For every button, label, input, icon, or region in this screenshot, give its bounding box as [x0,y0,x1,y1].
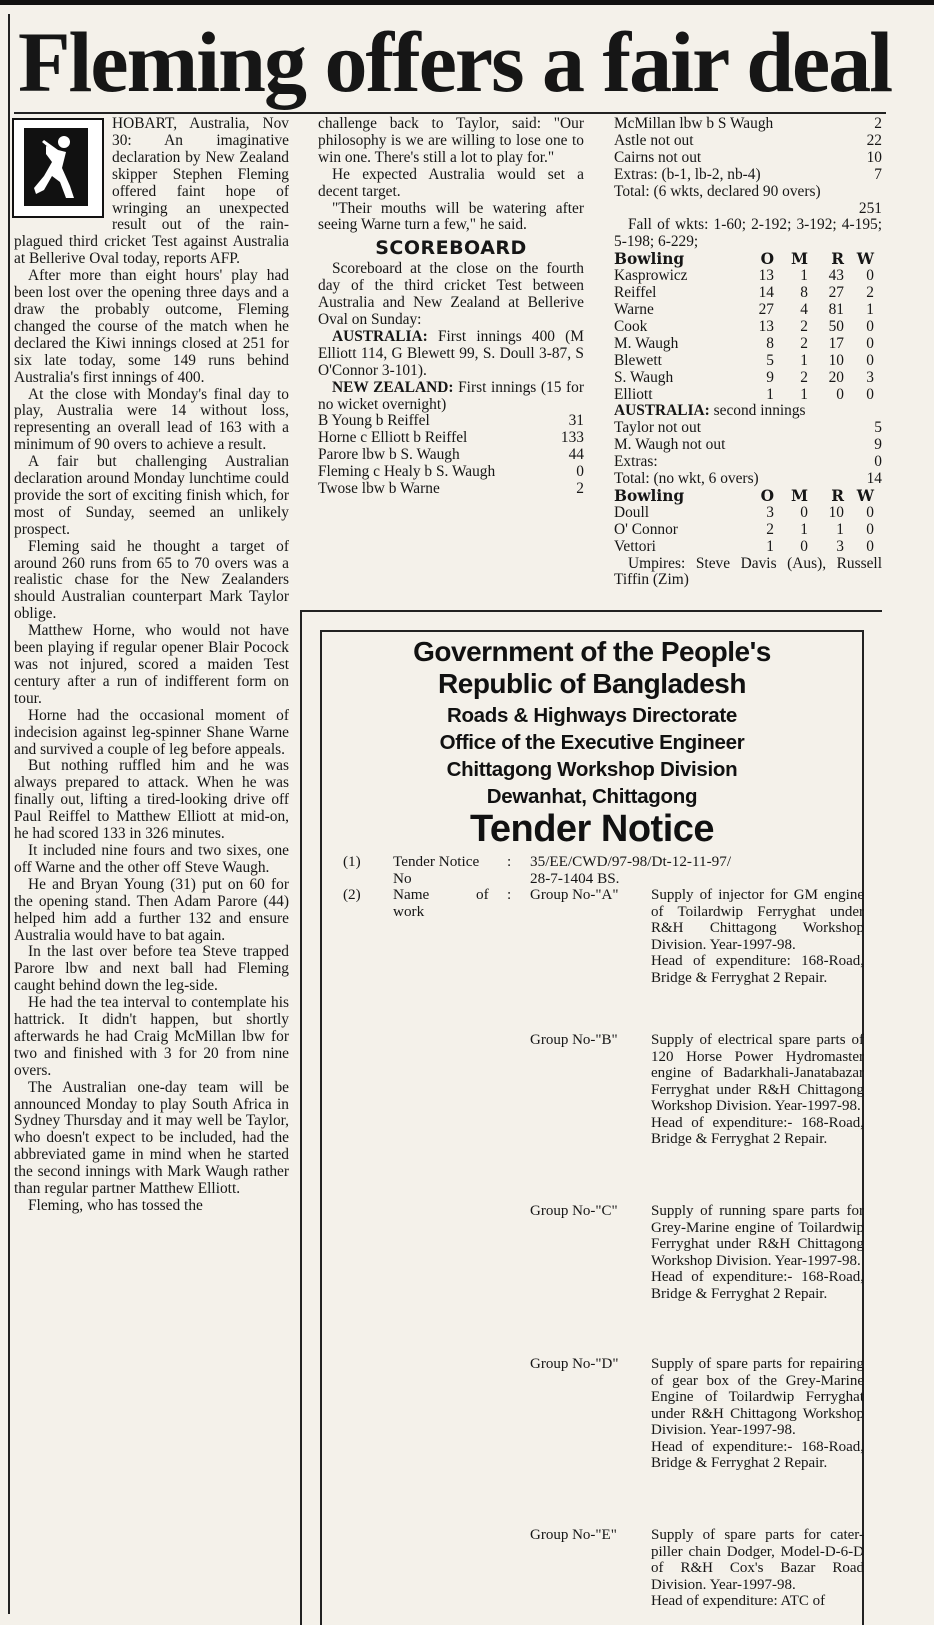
scoreboard-column-3 [614,116,882,589]
bowling-row: Warne 27 4 81 1 [614,300,874,318]
batting-row: Fleming c Healy b S. Waugh 0 [318,463,584,481]
ad-tender-title: Tender Notice [469,808,715,850]
ad-government-title [320,636,864,700]
article-paragraph: Horne had the occasional moment of indecision against leg-spinner Shane Warne and survived a couple of leg before appeals. [14,706,289,758]
batting-row: M. Waugh not out 9 [614,436,882,454]
batting-row: McMillan lbw b S Waugh 2 [614,115,882,132]
item-colon: : [507,886,512,903]
article-paragraph: The Australian one-day team will be announced Monday to play South Africa in Sydney Thursday and it may well be Taylor, who doesn't expect to be included, had the abbreviated game in mind when he started the second innings with Mark Waugh rather than regular partner Matthew Elliott. [14,1078,289,1198]
bowling-row: Kasprowicz 13 1 43 0 [614,267,874,285]
bowling-row: Reiffel 14 8 27 2 [614,284,874,302]
item-label: Tender Notice No [393,853,480,887]
bowling-row: Cook 13 2 50 0 [614,317,874,335]
group-label-c: Group No-"C" [530,1203,618,1219]
article-column-2 [318,116,584,498]
umpires: Umpires: Steve Davis (Aus), Russell Tiffin (Zim) [614,554,882,589]
group-label-e: Group No-"E" [530,1527,617,1543]
item-label: work [393,903,425,920]
bowling-row: O' Connor 2 1 1 0 [614,520,874,538]
bowling-row: M. Waugh 8 2 17 0 [614,334,874,352]
cricket-logo-icon [12,118,104,218]
bowling-row: Elliott 1 1 0 0 [614,385,874,403]
group-desc-c: Supply of running spare parts for Grey-Marine engine of Toilardwip Ferryghat under R&H Chittagong Workshop Division. Year-1997-98. Head of expenditure:- 168-Road, Bridge & Ferryghat 2 Repair. [651,1203,864,1302]
ad-line: Republic of Bangladesh [438,668,746,699]
group-label-b: Group No-"B" [530,1032,618,1048]
article-intro: HOBART, Australia, Nov 30: An imaginative declaration by New Zealand skipper Stephen Fleming offered faint hope of wringing an unexpected result out of the rain-plagued third cricket Test against Australia at Bellerive Oval today, reports AFP. [14,115,289,268]
bowling-table-nz-innings [614,251,882,403]
team-label: AUSTRALIA: [332,327,428,345]
aus-first-innings [318,329,584,380]
nz-first-innings [318,380,584,414]
article-paragraph: At the close with Monday's final day to play, Australia were 14 without loss, representing an overall lead of 163 with a minimum of 90 overs to achieve a result. [14,385,289,454]
item-number: (1) [343,853,361,870]
batting-row: Extras: 0 [614,453,882,471]
article-paragraph: "Their mouths will be watering after seeing Warne turn a few," he said. [318,199,584,234]
team-label: AUSTRALIA: [614,402,710,420]
batting-row: Cairns not out 10 [614,148,882,166]
article-paragraph: But nothing ruffled him and he was always prepared to attack. When he was finally out, lifting a tired-looking drive off Paul Reiffel to Matthew Elliott at mid-on, he had scored 133 in 326 minutes. [14,757,289,843]
headline-rule [14,112,886,114]
bowling-row: Vettori 1 0 3 0 [614,537,874,555]
batting-row: Extras: (b-1, lb-2, nb-4) 7 [614,165,882,183]
item-label: Name [393,886,430,903]
innings-total [614,184,882,218]
article-paragraph: After more than eight hours' play had been lost over the opening three days and a draw the probably outcome, Fleming changed the course of the match when he declared the Kiwi innings closed at 251 for six late today, some 149 runs behind Australia's first innings of 400. [14,267,289,386]
ad-line: Government of the People's [413,636,771,667]
article-paragraph: Fleming said he thought a target of around 260 runs from 65 to 70 overs was a realistic chase for the New Zealanders should Australian counterpart Mark Taylor oblige. [14,537,289,623]
batting-row: Parore lbw b S. Waugh 44 [318,446,584,464]
batting-row: B Young b Reiffel 31 [318,412,584,430]
group-desc-a: Supply of injector for GM engine of Toilardwip Ferryghat under R&H Chittagong Workshop Division. Year-1997-98. Head of expenditure: 168-Road, Bridge & Ferryghat 2 Repair. [651,887,864,986]
innings-summary: First innings (15 for no wicket overnight) [318,378,584,413]
top-rule [0,0,934,5]
batting-row: Twose lbw b Warne 2 [318,480,584,498]
article-paragraph: Fleming, who has tossed the [28,1197,203,1214]
article-paragraph: In the last over before tea Steve trapped Parore lbw and next ball had Fleming caught behind down the leg-side. [14,943,289,995]
bowling-header-row: Bowling O M R W [614,250,874,269]
article-column-1 [14,116,289,1215]
bowling-row: Doull 3 0 10 0 [614,503,874,521]
ad-line: Chittagong Workshop Division [446,758,738,781]
article-paragraph: A fair but challenging Australian declaration around Monday lunchtime could provide the sort of exciting finish which, for most of Sunday, seemed an unlikely prospect. [14,453,289,538]
tender-number: 35/EE/CWD/97-98/Dt-12-11-97/ 28-7-1404 BS. [530,853,732,887]
article-paragraph: challenge back to Taylor, said: "Our philosophy is we are willing to lose one to win one. There's still a lot to play for." [318,115,584,166]
group-desc-e: Supply of spare parts for cater-piller chain Dodger, Model-D-6-D of R&H Cox's Bazar Road Division. Year-1997-98. Head of expenditure: ATC of [651,1527,864,1609]
total-runs: 251 [858,199,882,217]
innings-summary: First innings 400 (M Elliott 114, G Blewett 99, S. Doull 3-87, S O'Connor 3-101). [318,327,584,379]
scoreboard-heading: SCOREBOARD [375,237,527,260]
group-desc-b: Supply of electrical spare parts of 120 Horse Power Hydromaster engine of Badarkhali-Janatabazar Ferryghat under R&H Chittagong Workshop Division. Year-1997-98. Head of expenditure:- 168-Road, Bridge & Ferryghat 2 Repair. [651,1032,864,1147]
article-paragraph: It included nine fours and two sixes, one off Warne and the other off Steve Waugh. [14,841,289,876]
batting-row: Total: (no wkt, 6 overs) 14 [614,470,882,488]
ad-line: Dewanhat, Chittagong [486,785,698,808]
group-label-d: Group No-"D" [530,1356,619,1372]
group-desc-d: Supply of spare parts for repairing of gear box of the Grey-Marine Engine of Toilardwip Ferryghat under R&H Chittagong Workshop Division. Year-1997-98. Head of expenditure:- 168-Road, Bridge & Ferryghat 2 Repair. [651,1356,864,1471]
batting-row: Astle not out 22 [614,131,882,149]
aus-second-innings [614,403,882,420]
fall-of-wickets: Fall of wkts: 1-60; 2-192; 3-192; 4-195; 5-198; 6-229; [614,216,882,251]
group-label-a: Group No-"A" [530,887,619,903]
ad-line: Roads & Highways Directorate [446,704,738,727]
ad-office-lines [320,702,864,810]
innings-summary: second innings [713,402,806,420]
batting-row: Taylor not out 5 [614,419,882,437]
bowling-row: S. Waugh 9 2 20 3 [614,368,874,386]
item-number: (2) [343,886,361,903]
article-paragraph: Matthew Horne, who would not have been playing if regular opener Blair Pocock was not injured, scored a maiden Test century after a run of indifferent form on tour. [14,622,289,707]
bowling-header-row: Bowling O M R W [614,486,874,505]
bowling-table-aus-innings [614,488,882,556]
ad-line: Office of the Executive Engineer [439,731,745,754]
bowling-row: Blewett 5 1 10 0 [614,351,874,369]
item-label: of [476,886,489,903]
left-column-rule [8,14,10,1614]
article-paragraph: He and Bryan Young (31) put on 60 for the opening stand. Then Adam Parore (44) helped him add a further 132 and ensure Australia would have to bat again. [14,875,289,944]
scoreboard-intro: Scoreboard at the close on the fourth day of the third cricket Test between Australia and New Zealand at Bellerive Oval on Sunday: [318,260,584,328]
item-colon: : [507,853,512,870]
article-paragraph: He expected Australia would set a decent target. [318,165,584,200]
batting-row: Horne c Elliott b Reiffel 133 [318,429,584,447]
total-label: Total: (6 wkts, declared 90 overs) [614,182,821,200]
team-label: NEW ZEALAND: [332,378,454,396]
article-paragraph: He had the tea interval to contemplate his hattrick. It didn't happen, but shortly afterwards he had Craig McMillan lbw for two and finished with 3 for 20 from nine overs. [14,994,289,1079]
headline: Fleming offers a fair deal [18,14,892,110]
